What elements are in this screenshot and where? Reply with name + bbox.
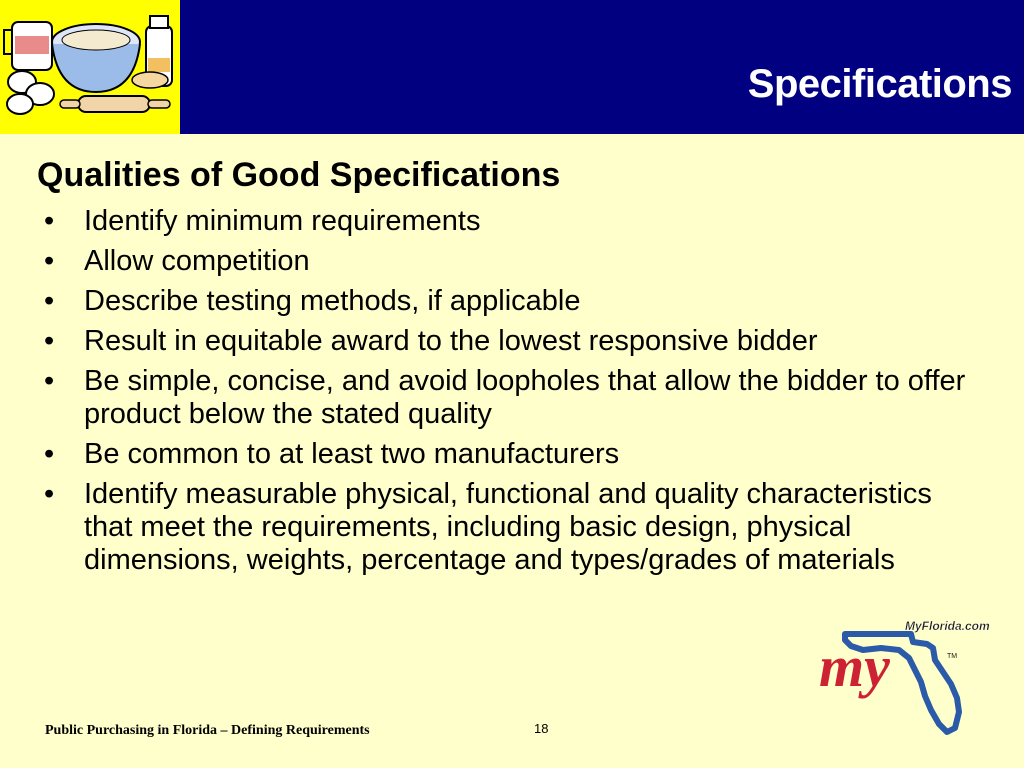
list-item [40,285,980,318]
site-text: MyFlorida.com [905,619,990,633]
list-item [40,205,980,238]
bullet-list [40,205,980,584]
list-item [40,478,980,577]
bullet-dot-icon: • [44,325,55,357]
bullet-text: Identify measurable physical, functional and quality characteristics that meet the requirements, including basic design, physical dimensions, weights, percentage and types/grades of materials [84,478,932,576]
slide-title: Specifications [747,62,1012,106]
page-number: 18 [534,721,549,736]
my-wordmark: my [819,634,890,699]
slide-subtitle: Qualities of Good Specifications [37,156,561,194]
bullet-dot-icon: • [44,365,55,397]
bullet-text: Identify minimum requirements [84,205,481,237]
list-item [40,438,980,471]
bullet-text: Result in equitable award to the lowest responsive bidder [84,325,818,357]
footer-text: Public Purchasing in Florida – Defining Requirements [45,723,370,738]
trademark: TM [947,653,958,660]
bullet-dot-icon: • [44,478,55,510]
bullet-text: Be simple, concise, and avoid loopholes that allow the bidder to offer product below the stated quality [84,365,966,430]
bullet-dot-icon: • [44,438,55,470]
kitchen-baking-clipart-icon [0,0,180,134]
list-item [40,245,980,278]
bullet-text: Describe testing methods, if applicable [84,285,581,317]
header-bar [0,0,1024,134]
myflorida-logo [815,612,995,740]
bullet-text: Be common to at least two manufacturers [84,438,620,470]
list-item [40,365,980,431]
bullet-dot-icon: • [44,245,55,277]
bullet-text: Allow competition [84,245,310,277]
bullet-dot-icon: • [44,205,55,237]
bullet-dot-icon: • [44,285,55,317]
list-item [40,325,980,358]
